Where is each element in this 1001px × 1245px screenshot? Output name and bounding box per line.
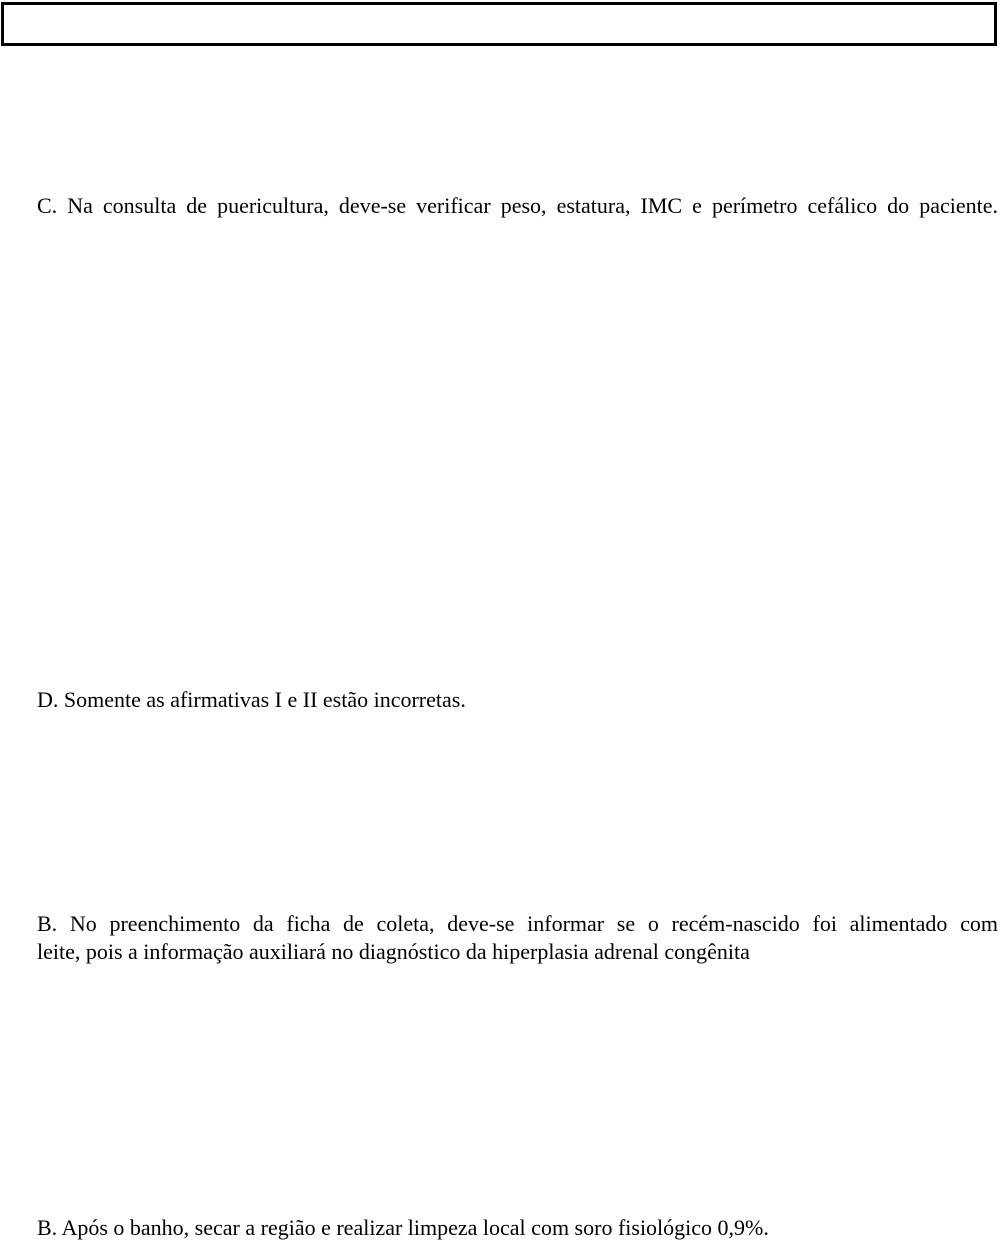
answer-option-b-coleta-line-2: leite, pois a informação auxiliará no diagnóstico da hiperplasia adrenal congênita: [37, 939, 750, 964]
empty-header-box: [1, 2, 997, 46]
answer-option-b-coleta: [37, 910, 998, 966]
answer-option-c: C. Na consulta de puericultura, deve-se verificar peso, estatura, IMC e perímetro cefálico do paciente.: [37, 193, 998, 218]
answer-option-d: D. Somente as afirmativas I e II estão incorretas.: [37, 687, 466, 712]
answer-option-b-soro: B. Após o banho, secar a região e realizar limpeza local com soro fisiológico 0,9%.: [37, 1215, 769, 1240]
answer-option-b-coleta-line-1: B. No preenchimento da ficha de coleta, deve-se informar se o recém-nascido foi alimentado com: [37, 911, 998, 936]
